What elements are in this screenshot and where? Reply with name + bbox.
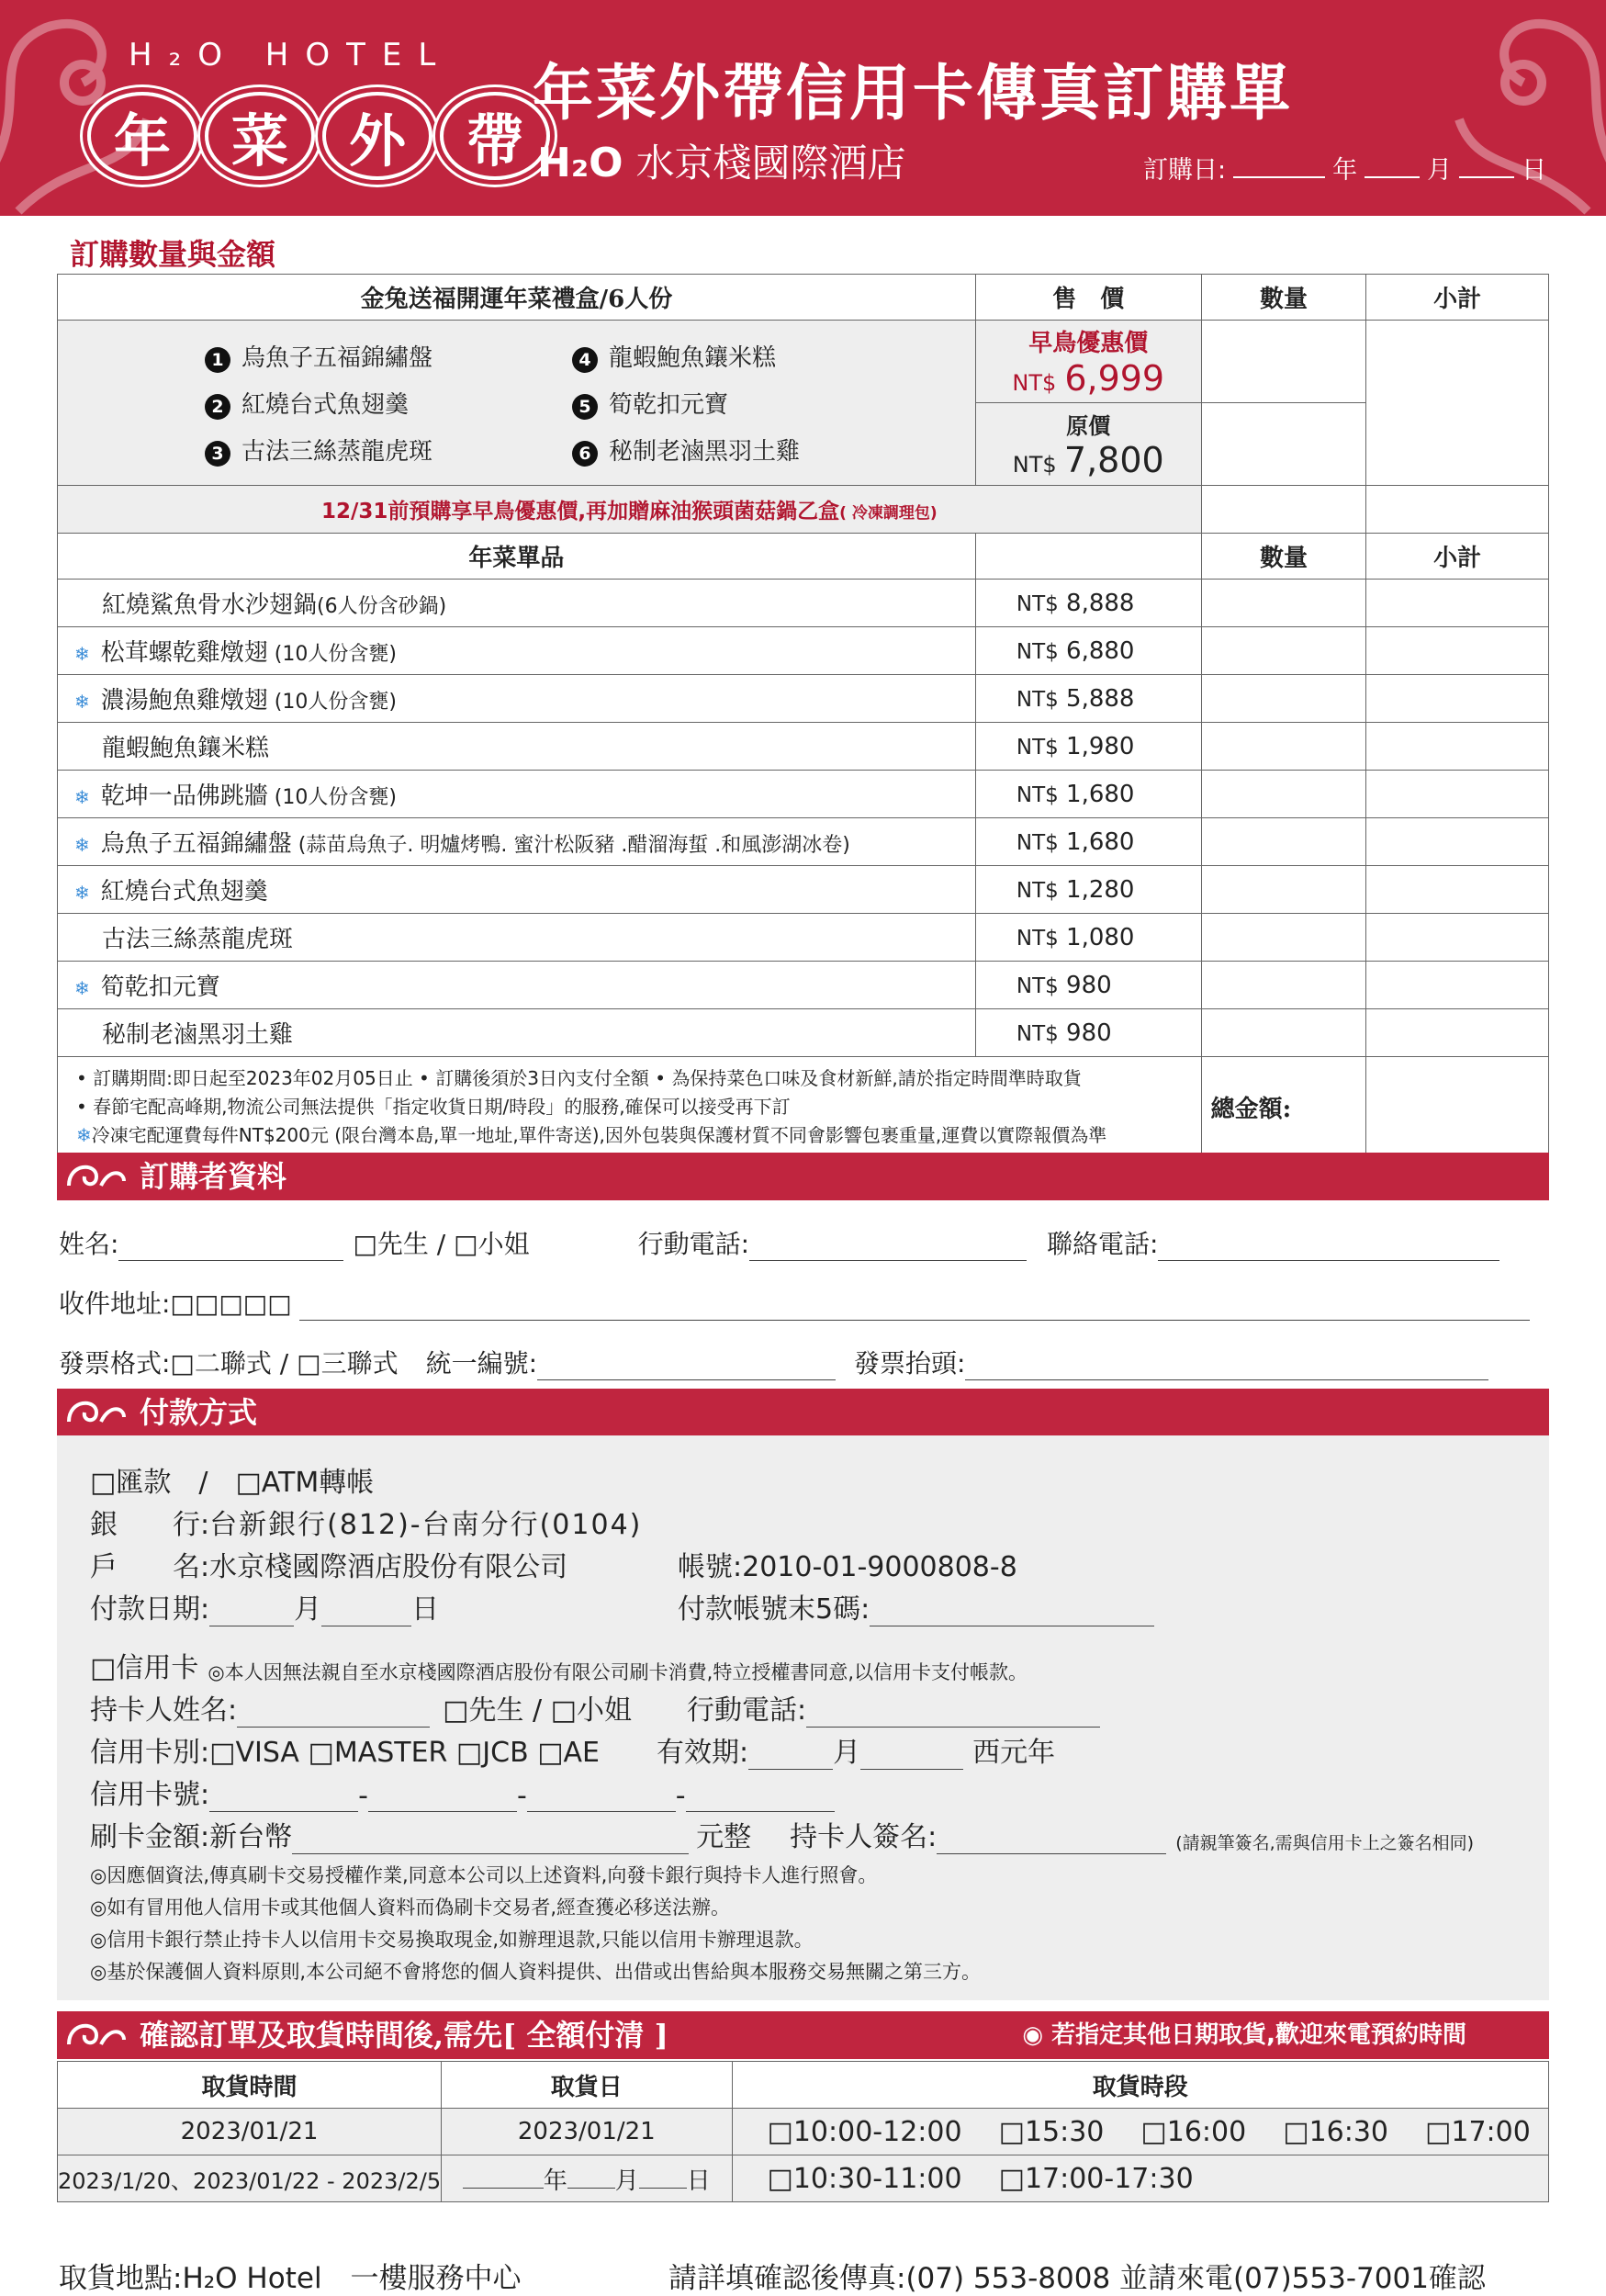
single-item-row <box>58 771 1549 818</box>
subtotal-cell[interactable] <box>1366 771 1549 818</box>
qty-cell[interactable] <box>1201 723 1366 771</box>
badge-row <box>87 92 550 180</box>
subtotal-cell[interactable] <box>1366 675 1549 723</box>
swirl-icon <box>64 1158 129 1195</box>
amount-row: 刷卡金額:新台幣 元整 持卡人簽名: (請親筆簽名,需與信用卡上之簽名相同) <box>90 1821 1475 1853</box>
subtotal-cell[interactable] <box>1366 580 1549 627</box>
card-no-field[interactable] <box>527 1784 676 1812</box>
section-buyer-band: 訂購者資料 <box>57 1153 1549 1200</box>
subtotal-cell[interactable] <box>1366 627 1549 675</box>
col-qty: 數量 <box>1201 534 1366 580</box>
single-item-row <box>58 675 1549 723</box>
early-bird-value: 6,999 <box>1064 358 1165 399</box>
card-checkbox[interactable]: □信用卡 <box>90 1652 199 1684</box>
snowflake-icon: ❄ <box>74 691 90 713</box>
qty-cell[interactable] <box>1201 771 1366 818</box>
hotel-name: 水京棧國際酒店 <box>635 141 906 186</box>
tax-id-field[interactable] <box>537 1353 836 1380</box>
address-field[interactable] <box>299 1293 1530 1321</box>
pickup-time: 2023/01/21 <box>58 2109 442 2155</box>
single-title: 年菜單品 <box>58 534 976 580</box>
single-item-row <box>58 914 1549 962</box>
note-line: • 春節宅配高峰期,物流公司無法提供「指定收貨日期/時段」的服務,確保可以接受再下訂 <box>76 1096 791 1118</box>
promo-qty <box>1201 486 1366 534</box>
qty-cell[interactable] <box>1201 321 1366 403</box>
single-item-price: NT$ 1,680 <box>975 818 1201 866</box>
amount-field[interactable] <box>292 1827 689 1854</box>
slot-checkbox[interactable]: □15:30 <box>998 2115 1105 2148</box>
single-item-price: NT$ 980 <box>975 962 1201 1009</box>
account-name-row: 戶 名: 水京棧國際酒店股份有限公司 <box>90 1544 567 1584</box>
card-no-field[interactable] <box>209 1784 358 1812</box>
slot-row <box>732 2155 1549 2202</box>
fax-instruction: 請詳填確認後傳真:(07) 553-8008 並請來電(07)553-7001確認 <box>668 2262 1486 2295</box>
single-item-price: NT$ 1,680 <box>975 771 1201 818</box>
hotel-english-name: H₂O HOTEL <box>129 37 453 73</box>
gift-item: 5 筍乾扣元寶 <box>572 386 921 420</box>
promo-sub <box>1366 486 1549 534</box>
pay-month-field[interactable] <box>209 1599 294 1626</box>
hotel-logo: H₂O <box>537 140 623 186</box>
total-label: 總金額: <box>1201 1057 1366 1158</box>
date-year-field[interactable] <box>1233 176 1325 178</box>
badge-char: 年 <box>87 92 197 180</box>
card-type-checkbox[interactable]: 信用卡別:□VISA □MASTER □JCB □AE <box>90 1737 601 1769</box>
holder-row: 持卡人姓名: □先生 / □小姐 行動電話: <box>90 1687 1100 1728</box>
snowflake-icon: ❄ <box>74 977 90 999</box>
subtotal-cell[interactable] <box>1366 818 1549 866</box>
slot-checkbox[interactable]: □16:30 <box>1283 2115 1389 2148</box>
card-note: ◎本人因無法親自至水京棧國際酒店股份有限公司刷卡消費,特立授權書同意,以信用卡支付帳款。 <box>208 1661 1028 1683</box>
single-item-name: 古法三絲蒸龍虎斑 <box>58 914 976 962</box>
date-day-field[interactable] <box>1459 176 1514 178</box>
qty-cell[interactable] <box>1201 675 1366 723</box>
single-item-name: ❄ 乾坤一品佛跳牆 (10人份含甕) <box>58 771 976 818</box>
last5-row: 付款帳號末5碼: <box>678 1586 1154 1626</box>
qty-cell[interactable] <box>1201 818 1366 866</box>
holder-mobile-field[interactable] <box>806 1700 1100 1728</box>
gift-item: 3 古法三絲蒸龍虎斑 <box>205 433 572 467</box>
card-number-row: 信用卡號: - - - <box>90 1772 835 1812</box>
single-item-row <box>58 627 1549 675</box>
subtotal-cell[interactable] <box>1366 866 1549 914</box>
pickup-col-date: 取貨日 <box>442 2062 732 2109</box>
badge-char: 菜 <box>205 92 315 180</box>
contact-label: 聯絡電話: <box>1047 1229 1159 1259</box>
col-subtotal: 小計 <box>1366 275 1549 321</box>
contact-field[interactable] <box>1158 1233 1499 1261</box>
qty-cell[interactable] <box>1201 914 1366 962</box>
subtotal-cell[interactable] <box>1366 723 1549 771</box>
order-table <box>57 274 1549 1158</box>
early-bird-price: 早鳥優惠價 NT$ 6,999 <box>975 321 1201 403</box>
account-number: 帳號:2010-01-9000808-8 <box>678 1551 1017 1583</box>
single-item-price: NT$ 980 <box>975 1009 1201 1057</box>
year-label: 年 <box>1332 156 1358 185</box>
buyer-name-row <box>59 1224 1499 1261</box>
snowflake-icon: ❄ <box>76 1124 92 1146</box>
qty-cell[interactable] <box>1201 627 1366 675</box>
badge-char: 帶 <box>440 92 550 180</box>
gift-item: 4 龍蝦鮑魚鑲米糕 <box>572 339 921 373</box>
subtotal-cell[interactable] <box>1366 321 1549 486</box>
pickup-location: 取貨地點:H₂O Hotel 一樓服務中心 <box>59 2262 522 2295</box>
payment-panel <box>57 1435 1549 2000</box>
expiry-year-field[interactable] <box>860 1742 963 1770</box>
subtotal-cell[interactable] <box>1366 1009 1549 1057</box>
invoice-row <box>59 1344 1488 1380</box>
gender-checkbox[interactable]: □先生 / □小姐 <box>353 1229 530 1259</box>
pickup-col-time: 取貨時間 <box>58 2062 442 2109</box>
notes <box>58 1057 1202 1158</box>
snowflake-icon: ❄ <box>74 834 90 856</box>
single-item-name: ❄ 筍乾扣元寶 <box>58 962 976 1009</box>
pay-day-field[interactable] <box>321 1599 411 1626</box>
bank-row: 銀 行: 台新銀行(812)-台南分行(0104) <box>90 1502 642 1542</box>
qty-cell[interactable] <box>1201 403 1366 486</box>
invoice-title-label: 發票抬頭: <box>854 1348 966 1379</box>
qty-cell[interactable] <box>1201 1009 1366 1057</box>
order-date-label: 訂購日: <box>1143 156 1227 185</box>
snowflake-icon: ❄ <box>74 643 90 665</box>
pickup-col-slot: 取貨時段 <box>732 2062 1549 2109</box>
col-qty: 數量 <box>1201 275 1366 321</box>
single-item-name: ❄ 濃湯鮑魚雞燉翅 (10人份含甕) <box>58 675 976 723</box>
single-item-name: 龍蝦鮑魚鑲米糕 <box>58 723 976 771</box>
last5-field[interactable] <box>870 1599 1154 1626</box>
swirl-icon <box>64 2017 129 2054</box>
gift-item: 2 紅燒台式魚翅羹 <box>205 386 572 420</box>
total-cell[interactable] <box>1366 1057 1549 1158</box>
month-label: 月 <box>1427 156 1453 185</box>
term-line: ◎信用卡銀行禁止持卡人以信用卡交易換取現金,如辦理退款,只能以信用卡辦理退款。 <box>90 1929 814 1951</box>
single-item-name: ❄ 松茸螺乾雞燉翅 (10人份含甕) <box>58 627 976 675</box>
section-payment-band: 付款方式 <box>57 1389 1549 1436</box>
single-item-price: NT$ 1,080 <box>975 914 1201 962</box>
name-field[interactable] <box>118 1233 343 1261</box>
single-item-price: NT$ 1,280 <box>975 866 1201 914</box>
note-line: • 訂購期間:即日起至2023年02月05日止 • 訂購後須於3日內支付全額 • 為保持菜色口味及食材新鮮,請於指定時間準時取貨 <box>76 1067 1082 1089</box>
qty-cell[interactable] <box>1201 866 1366 914</box>
slot-checkbox[interactable]: □10:30-11:00 <box>767 2162 962 2195</box>
single-item-row <box>58 723 1549 771</box>
single-item-name: 紅燒鯊魚骨水沙翅鍋(6人份含砂鍋) <box>58 580 976 627</box>
hotel-subtitle <box>537 133 906 188</box>
holder-field[interactable] <box>237 1700 430 1728</box>
pickup-month-field[interactable] <box>567 2168 615 2189</box>
original-price-label: 原價 <box>1066 412 1111 439</box>
mobile-field[interactable] <box>749 1233 1027 1261</box>
pickup-date-fill: 年 月 日 <box>442 2155 732 2202</box>
badge-char: 外 <box>322 92 432 180</box>
slot-checkbox[interactable]: □10:00-12:00 <box>767 2115 962 2148</box>
snowflake-icon: ❄ <box>74 786 90 808</box>
term-line: ◎基於保護個人資料原則,本公司絕不會將您的個人資料提供、出借或出售給與本服務交易無關之第三方。 <box>90 1961 981 1983</box>
tax-id-label: 統一編號: <box>425 1348 538 1379</box>
single-item-name: 秘制老滷黑羽土雞 <box>58 1009 976 1057</box>
term-line: ◎因應個資法,傳真刷卡交易授權作業,同意本公司以上述資料,向發卡銀行與持卡人進行照會。 <box>90 1864 878 1886</box>
qty-cell[interactable] <box>1201 962 1366 1009</box>
invoice-title-field[interactable] <box>965 1353 1488 1380</box>
invoice-checkbox[interactable]: 發票格式:□二聯式 / □三聯式 <box>59 1348 399 1379</box>
expiry-month-field[interactable] <box>748 1742 833 1770</box>
date-month-field[interactable] <box>1365 176 1420 178</box>
slot-checkbox[interactable]: □17:00 <box>1425 2115 1531 2148</box>
original-price: 原價 NT$ 7,800 <box>975 403 1201 486</box>
signature-note: (請親筆簽名,需與信用卡上之簽名相同) <box>1175 1833 1475 1853</box>
gift-items <box>58 321 976 486</box>
pickup-note: ◉ 若指定其他日期取貨,歡迎來電預約時間 <box>1022 2021 1466 2049</box>
snowflake-icon: ❄ <box>74 882 90 904</box>
day-label: 日 <box>1522 156 1547 185</box>
single-item-name: ❄ 紅燒台式魚翅羹 <box>58 866 976 914</box>
promo-text: 12/31前預購享早鳥優惠價,再加贈麻油猴頭菌菇鍋乙盒( 冷凍調理包) <box>58 486 1202 534</box>
slot-checkbox[interactable]: □17:00-17:30 <box>998 2162 1194 2195</box>
section-order-title: 訂購數量與金額 <box>70 237 276 272</box>
pickup-date: 2023/01/21 <box>442 2109 732 2155</box>
qty-cell[interactable] <box>1201 580 1366 627</box>
col-price: 售 價 <box>975 275 1201 321</box>
card-no-field[interactable] <box>686 1784 835 1812</box>
card-no-field[interactable] <box>368 1784 517 1812</box>
col-subtotal: 小計 <box>1366 534 1549 580</box>
pay-date-row: 付款日期: 月 日 <box>90 1593 440 1626</box>
bank-value: 台新銀行(812)-台南分行(0104) <box>209 1509 643 1541</box>
pickup-table <box>57 2061 1549 2202</box>
signature-field[interactable] <box>937 1827 1166 1854</box>
card-row <box>90 1645 1028 1685</box>
name-label: 姓名: <box>59 1229 119 1259</box>
slot-checkbox[interactable]: □16:00 <box>1140 2115 1247 2148</box>
account-name-value: 水京棧國際酒店股份有限公司 <box>209 1551 568 1583</box>
single-item-row <box>58 866 1549 914</box>
gift-item: 6 秘制老滷黑羽土雞 <box>572 433 921 467</box>
original-price-value: 7,800 <box>1063 440 1164 480</box>
single-item-row <box>58 818 1549 866</box>
gift-item: 1 烏魚子五福錦繡盤 <box>205 339 572 373</box>
pickup-year-field[interactable] <box>463 2168 544 2189</box>
page-header <box>0 0 1606 216</box>
term-line: ◎如有冒用他人信用卡或其他個人資料而偽刷卡交易者,經查獲必移送法辦。 <box>90 1896 730 1919</box>
single-item-price: NT$ 5,888 <box>975 675 1201 723</box>
holder-gender-checkbox[interactable]: □先生 / □小姐 <box>443 1694 632 1727</box>
section-pickup-band: 確認訂單及取貨時間後,需先[ 全額付清 ] ◉ 若指定其他日期取貨,歡迎來電預約時間 <box>57 2011 1549 2059</box>
mobile-label: 行動電話: <box>637 1229 750 1259</box>
terms <box>90 1860 981 1988</box>
pickup-day-field[interactable] <box>639 2168 687 2189</box>
single-item-row <box>58 1009 1549 1057</box>
blank <box>975 534 1201 580</box>
subtotal-cell[interactable] <box>1366 914 1549 962</box>
swirl-icon <box>64 1394 129 1431</box>
single-item-row <box>58 580 1549 627</box>
subtotal-cell[interactable] <box>1366 962 1549 1009</box>
single-item-row <box>58 962 1549 1009</box>
page-title: 年菜外帶信用卡傳真訂購單 <box>533 58 1293 129</box>
transfer-checkbox[interactable]: □匯款 / □ATM轉帳 <box>90 1467 375 1499</box>
card-type-row: 信用卡別:□VISA □MASTER □JCB □AE 有效期: 月 西元年 <box>90 1729 1055 1770</box>
single-item-price: NT$ 6,880 <box>975 627 1201 675</box>
single-item-price: NT$ 1,980 <box>975 723 1201 771</box>
address-row <box>59 1284 1530 1321</box>
pickup-time: 2023/1/20、2023/01/22 - 2023/2/5 <box>58 2155 442 2202</box>
slot-row <box>732 2109 1549 2155</box>
early-bird-label: 早鳥優惠價 <box>1028 330 1149 357</box>
box-title: 金兔送福開運年菜禮盒/6人份 <box>58 275 976 321</box>
single-item-price: NT$ 8,888 <box>975 580 1201 627</box>
address-label: 收件地址:□□□□□ <box>59 1289 292 1319</box>
order-date <box>1143 150 1546 186</box>
single-item-name: ❄ 烏魚子五福錦繡盤 (蒜苗烏魚子. 明爐烤鴨. 蜜汁松阪豬 .醋溜海蜇 .和風澎湖冰卷) <box>58 818 976 866</box>
note-line: ❄冷凍宅配運費每件NT$200元 (限台灣本島,單一地址,單件寄送),因外包裝與保護材質不同會影響包裹重量,運費以實際報價為準 <box>76 1124 1107 1146</box>
